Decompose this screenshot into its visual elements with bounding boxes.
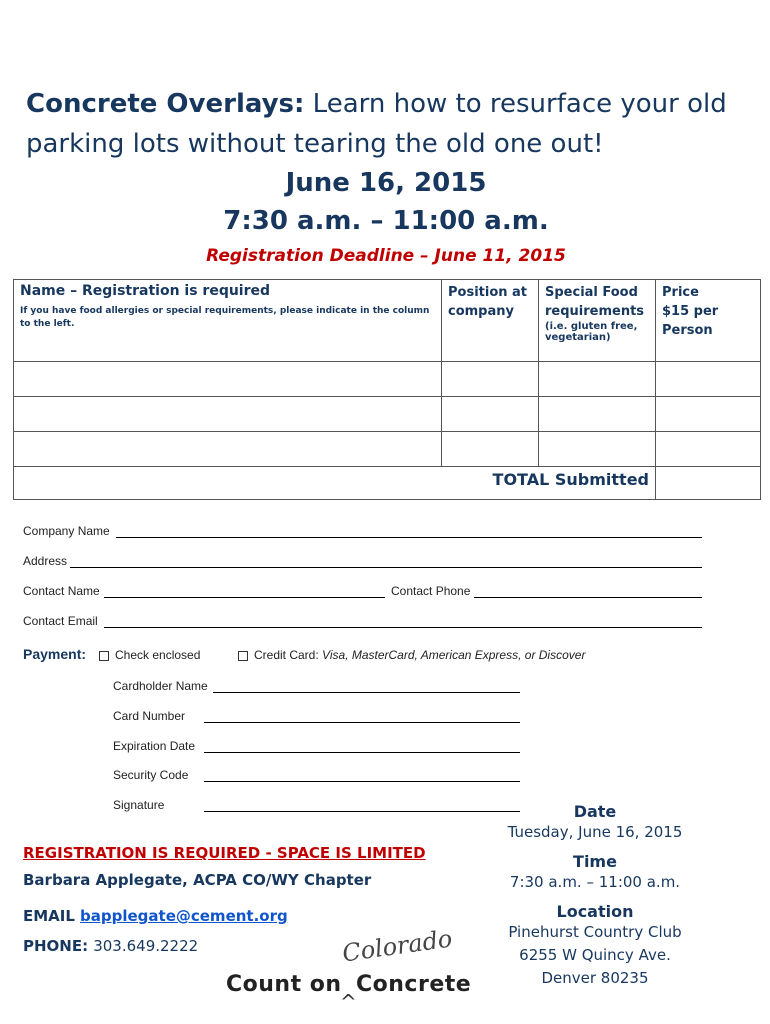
cardholder-name-field[interactable]: [213, 692, 520, 693]
phone-number: 303.649.2222: [93, 937, 199, 955]
location-city: Denver 80235: [541, 969, 649, 987]
header-price-3: Person: [662, 323, 713, 338]
card-number-label: Card Number: [113, 709, 186, 723]
header-food-note: (i.e. gluten free, vegetarian): [545, 321, 638, 343]
expiration-date-field[interactable]: [204, 752, 520, 753]
header-price-cell: [656, 280, 761, 362]
logo-main-text-2: Concrete: [356, 972, 472, 997]
price-cell[interactable]: [656, 362, 761, 397]
position-cell[interactable]: [442, 362, 539, 397]
address-field[interactable]: [70, 567, 702, 568]
title-bold: Concrete Overlays:: [26, 89, 305, 119]
header-name-cell: [14, 280, 442, 362]
total-row: [14, 467, 761, 500]
position-cell[interactable]: [442, 432, 539, 467]
company-name-label: Company Name: [23, 524, 110, 538]
food-cell[interactable]: [539, 362, 656, 397]
header-food: Special Food requirements: [545, 285, 645, 319]
contact-name-label: Contact Name: [23, 584, 100, 598]
location-street: 6255 W Quincy Ave.: [519, 946, 671, 964]
cardholder-name-label: Cardholder Name: [113, 679, 208, 693]
event-date-heading: June 16, 2015: [285, 168, 487, 198]
card-number-field[interactable]: [204, 722, 520, 723]
total-value-cell[interactable]: [656, 467, 761, 500]
security-code-field[interactable]: [204, 781, 520, 782]
credit-card-option[interactable]: [238, 648, 585, 662]
event-details: [490, 802, 700, 990]
payment-label-wrap: Payment:: [23, 646, 87, 662]
header-food-cell: [539, 280, 656, 362]
position-cell[interactable]: [442, 397, 539, 432]
food-cell[interactable]: [539, 397, 656, 432]
header-position: Position at company: [448, 285, 528, 319]
registration-table: [13, 279, 761, 500]
name-cell[interactable]: [14, 362, 442, 397]
header-name: Name – Registration is required: [20, 283, 271, 299]
header-price-1: Price: [662, 285, 699, 300]
contact-phone-field[interactable]: [474, 597, 702, 598]
total-label-cell: [14, 467, 656, 500]
contact-phone-label: Contact Phone: [391, 584, 471, 598]
phone-label: PHONE:: [23, 937, 89, 955]
location-label: Location: [556, 902, 634, 921]
title-line-2: parking lots without tearing the old one out!: [26, 129, 604, 159]
header-name-note: If you have food allergies or special requirements, please indicate in the column to the left.: [20, 306, 430, 329]
logo-main-text-1: Count on: [226, 972, 342, 997]
check-enclosed-checkbox[interactable]: [99, 651, 109, 661]
header-price-2: $15 per: [662, 304, 719, 319]
title-line-1: [26, 84, 746, 124]
logo-caret: ^: [340, 990, 357, 1014]
title-rest: Learn how to resurface your old: [304, 89, 727, 119]
date-value: Tuesday, June 16, 2015: [507, 823, 683, 841]
name-cell[interactable]: [14, 432, 442, 467]
email-line: [23, 906, 288, 925]
title-block: [26, 84, 746, 266]
address-label: Address: [23, 554, 68, 568]
name-cell[interactable]: [14, 397, 442, 432]
signature-field[interactable]: [204, 811, 520, 812]
contact-email-field[interactable]: [104, 627, 702, 628]
table-row[interactable]: [14, 362, 761, 397]
table-header-row: [14, 280, 761, 362]
date-label: Date: [573, 802, 617, 821]
registration-deadline: Registration Deadline – June 11, 2015: [206, 246, 566, 266]
payment-label: Payment: [23, 646, 82, 662]
contact-email-label: Contact Email: [23, 614, 98, 628]
price-cell[interactable]: [656, 432, 761, 467]
security-code-label: Security Code: [113, 768, 189, 782]
table-row[interactable]: [14, 397, 761, 432]
credit-card-types: Visa, MasterCard, American Express, or Discover: [322, 648, 586, 662]
email-label: EMAIL: [23, 907, 75, 925]
registration-notice: REGISTRATION IS REQUIRED - SPACE IS LIMITED: [23, 844, 426, 862]
time-value: 7:30 a.m. – 11:00 a.m.: [509, 873, 681, 891]
contact-name-field[interactable]: [104, 597, 385, 598]
price-cell[interactable]: [656, 397, 761, 432]
signature-label: Signature: [113, 798, 165, 812]
email-link[interactable]: bapplegate@cement.org: [80, 907, 288, 925]
expiration-date-label: Expiration Date: [113, 739, 196, 753]
time-label: Time: [573, 852, 617, 871]
total-label: TOTAL Submitted: [492, 470, 649, 489]
check-enclosed-option[interactable]: [99, 648, 200, 662]
count-on-concrete-logo: [222, 924, 482, 1016]
contact-person: Barbara Applegate, ACPA CO/WY Chapter: [23, 871, 372, 889]
company-name-field[interactable]: [116, 537, 702, 538]
check-enclosed-label: Check enclosed: [115, 648, 201, 662]
food-cell[interactable]: [539, 432, 656, 467]
event-time-heading: 7:30 a.m. – 11:00 a.m.: [223, 206, 549, 236]
table-row[interactable]: [14, 432, 761, 467]
header-position-cell: [442, 280, 539, 362]
credit-card-label: Credit Card:: [254, 648, 319, 662]
location-name: Pinehurst Country Club: [508, 923, 682, 941]
logo-script-text: Colorado: [340, 924, 454, 968]
credit-card-checkbox[interactable]: [238, 651, 248, 661]
phone-line: [23, 936, 198, 955]
